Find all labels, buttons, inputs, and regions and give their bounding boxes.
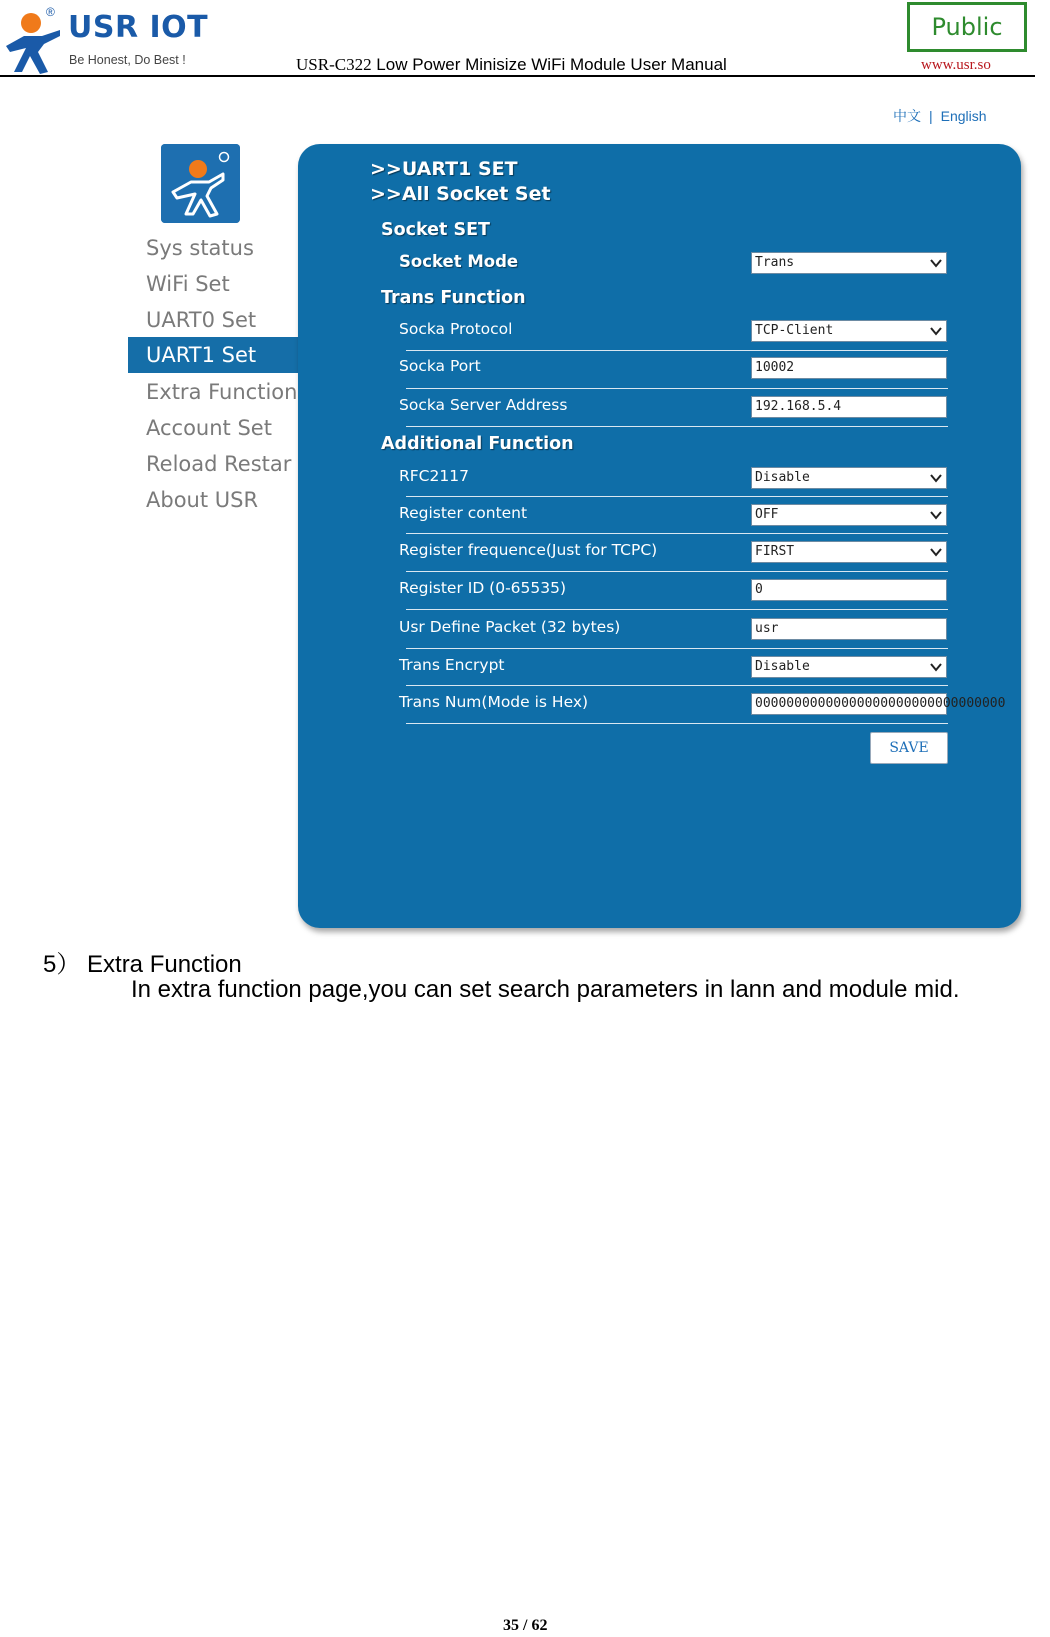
row-divider — [406, 685, 948, 686]
row-divider — [406, 648, 948, 649]
row-divider — [406, 426, 948, 427]
socka-server-value: 192.168.5.4 — [755, 399, 842, 414]
section-heading: 5） Extra Function — [43, 951, 242, 978]
socka-port-value: 10002 — [755, 360, 795, 375]
socka-server-label: Socka Server Address — [399, 396, 568, 414]
register-frequence-select[interactable] — [751, 541, 947, 563]
register-content-value: OFF — [755, 507, 779, 522]
register-frequence-label: Register frequence(Just for TCPC) — [399, 541, 658, 559]
register-frequence-value: FIRST — [755, 544, 795, 559]
public-badge: Public — [907, 2, 1027, 52]
register-id-value: 0 — [755, 582, 763, 597]
trans-function-title: Trans Function — [381, 288, 526, 308]
rfc2117-value: Disable — [755, 470, 810, 485]
page-number: 35 / 62 — [503, 1617, 548, 1634]
chevron-down-icon — [929, 324, 943, 338]
header-divider — [0, 75, 1035, 77]
lang-separator: | — [929, 108, 933, 124]
additional-function-title: Additional Function — [381, 434, 574, 454]
sidebar-item-sys-status[interactable]: Sys status — [146, 236, 254, 260]
socka-protocol-select[interactable] — [751, 320, 947, 342]
register-id-input[interactable] — [751, 579, 947, 601]
register-content-label: Register content — [399, 504, 528, 522]
sidebar-item-extra-function[interactable]: Extra Function — [146, 380, 298, 404]
brand-slogan: Be Honest, Do Best ! — [69, 53, 186, 67]
trans-encrypt-select[interactable] — [751, 656, 947, 678]
register-content-select[interactable] — [751, 504, 947, 526]
usr-person-logo-icon — [161, 144, 240, 223]
breadcrumb-all-socket-set: >>All Socket Set — [370, 183, 551, 205]
row-divider — [406, 350, 948, 351]
section-body: In extra function page,you can set search parameters in lann and module mid. — [131, 976, 960, 1003]
socka-port-label: Socka Port — [399, 357, 481, 375]
usr-define-packet-label: Usr Define Packet (32 bytes) — [399, 618, 621, 636]
sidebar-item-wifi-set[interactable]: WiFi Set — [146, 272, 230, 296]
document-title-text: Low Power Minisize WiFi Module User Manual — [371, 55, 727, 74]
trans-num-value: 00000000000000000000000000000000 — [755, 696, 1006, 711]
socket-mode-select[interactable] — [751, 252, 947, 274]
usr-define-packet-input[interactable] — [751, 618, 947, 640]
save-button[interactable]: SAVE — [870, 732, 948, 764]
trans-encrypt-value: Disable — [755, 659, 810, 674]
socka-protocol-value: TCP-Client — [755, 323, 834, 338]
socka-port-input[interactable] — [751, 357, 947, 379]
sidebar-item-about-usr[interactable]: About USR — [146, 488, 259, 512]
socka-server-input[interactable] — [751, 396, 947, 418]
lang-english-link[interactable]: English — [940, 108, 987, 124]
row-divider — [406, 723, 948, 724]
socket-mode-value: Trans — [755, 255, 795, 270]
breadcrumb-uart1-set: >>UART1 SET — [370, 158, 518, 180]
socka-protocol-label: Socka Protocol — [399, 320, 513, 338]
register-id-label: Register ID (0-65535) — [399, 579, 567, 597]
registered-mark: ® — [46, 5, 55, 19]
row-divider — [406, 533, 948, 534]
row-divider — [406, 496, 948, 497]
rfc2117-label: RFC2117 — [399, 467, 469, 485]
language-switcher — [893, 106, 987, 126]
row-divider — [406, 609, 948, 610]
lang-chinese-link[interactable]: 中文 — [893, 108, 921, 124]
chevron-down-icon — [929, 660, 943, 674]
website-url: www.usr.so — [921, 57, 991, 73]
socket-set-title: Socket SET — [381, 220, 490, 240]
brand-name: USR IOT — [68, 10, 209, 45]
document-title-model: USR-C322 — [296, 55, 372, 74]
chevron-down-icon — [929, 471, 943, 485]
usr-define-packet-value: usr — [755, 621, 779, 636]
document-title — [296, 55, 727, 75]
rfc2117-select[interactable] — [751, 467, 947, 489]
sidebar-item-reload-restart[interactable]: Reload Restar — [146, 452, 292, 476]
chevron-down-icon — [929, 545, 943, 559]
socket-mode-label: Socket Mode — [399, 252, 519, 271]
row-divider — [406, 388, 948, 389]
trans-encrypt-label: Trans Encrypt — [399, 656, 505, 674]
trans-num-input[interactable] — [751, 693, 1006, 715]
trans-num-label: Trans Num(Mode is Hex) — [399, 693, 589, 711]
sidebar-item-account-set[interactable]: Account Set — [146, 416, 272, 440]
chevron-down-icon — [929, 256, 943, 270]
sidebar-item-uart1-set[interactable]: UART1 Set — [146, 343, 257, 367]
row-divider — [406, 571, 948, 572]
sidebar-item-uart0-set[interactable]: UART0 Set — [146, 308, 257, 332]
chevron-down-icon — [929, 508, 943, 522]
